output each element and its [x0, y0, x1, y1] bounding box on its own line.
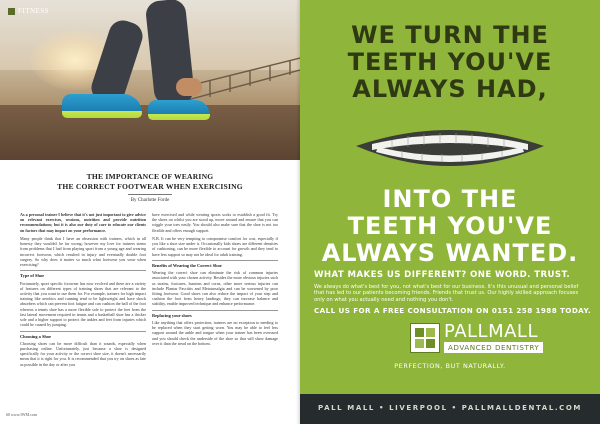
paragraph: N.B. It can be very tempting to compromise comfort for cost, especially if you like a shoe size under it. Occasionally kids shoes are different densities of cushioning, can be more flexible to account for growth and they tend to have less support so may not be ideal for adult training. — [152, 236, 278, 257]
shoe-right — [148, 100, 210, 120]
lead-paragraph: As a personal trainer I believe that it's not just important to give advice on relevant exercises, sessions, nutrition and provide nutrition recommendations; but it is also our duty of care to educate our clients on factors that may impact on your performance. — [20, 212, 146, 233]
pallmall-logo — [410, 323, 543, 353]
page-folio: 60 www.IWM.com — [6, 412, 37, 417]
section-tag — [8, 7, 49, 15]
subheading: Benefits of Wearing the Correct Shoe — [152, 260, 278, 268]
paragraph: Wearing the correct shoe can eliminate the risk of common injuries associated with your chosen activity. Besides the more obvious injuries such as strains, fractures, bunions and corns, other more serious injuries can include Plantar Fasciitis and Metatarsalgia and can be worsened by poor fitting footwear. Good shoes can also reduce the impact of your step and cushion the foot from heavy landings; they can increase balance and stability, enable improved technique and enhance performance. — [152, 270, 278, 307]
paragraph: have exercised and while wearing sports socks to establish a good fit. Try the shoes on whilst you are stood up, move around and ensure that you can wiggle your toes easily. You should also make sure that the shoe is not too flexible and offers enough support. — [152, 212, 278, 233]
paragraph: Fortunately, sport specific footwear has now evolved and there are a variety of features on different types of training shoes that are relevant to the activity that you want to use them for. For example, trainers for high impact training like aerobics and running tend to be lightweight and have shock absorbers which can prevent foot fatigue and can cushion the ball of the foot whereas a tennis shoe has a more flexible sole to protect the feet from the fast lateral movement required in tennis and a basketball shoe has a thicker sole and a higher support to protect the ankles and feet from injuries which could be caused by jumping. — [20, 280, 146, 328]
smile-teeth-icon — [352, 120, 548, 180]
shoe-left — [62, 94, 142, 118]
ad-headline-top: WE TURN THE TEETH YOU'VE ALWAYS HAD, — [347, 21, 553, 103]
brand-name: PALLMALL — [444, 321, 538, 342]
dental-advert — [300, 0, 600, 424]
paragraph: Like anything that offers protection, trainers are no exception to needing to be replaced when they start getting worn. You may be able to feel less support around the ankle and tongue when your trainer has been overused and you should check the underside of the shoe so that will show damage over it than the tread on the bottom. — [152, 320, 278, 346]
running-shoes-photo — [0, 0, 300, 160]
article-column-2 — [152, 212, 278, 349]
ad-call-to-action: CALL US FOR A FREE CONSULTATION ON 0151 258 1988 TODAY. — [314, 306, 591, 315]
ad-footer-text: PALL MALL • LIVERPOOL • PALLMALLDENTAL.COM — [317, 404, 582, 412]
paragraph: Many people think that I have an obsession with trainers, which in all honesty they wouldn't be far wrong; however my love for trainers stems from problems that I had from playing sport from a young age and wearing incorrect footwear, which resulted in injury and eventually double foot surgery. So why does it matter so much what footwear you wear when exercising? — [20, 236, 146, 268]
subheading: Replacing your shoes — [152, 310, 278, 318]
headline-divider — [128, 194, 172, 195]
ad-headline-bottom: INTO THE TEETH YOU'VE ALWAYS WANTED. — [321, 185, 579, 267]
subheading: Choosing a Shoe — [20, 331, 146, 339]
article-headline: THE IMPORTANCE OF WEARING THE CORRECT FOOTWEAR WHEN EXERCISING — [57, 172, 243, 191]
ad-body: We always do what's best for you, not what's best for our business. It's this unusual and personal belief that has led to our patients becoming friends. Friends that trust us. Our highly skilled approach focuses only on what you actually need and nothing you don't. — [314, 284, 579, 303]
ad-slogan: PERFECTION, BUT NATURALLY. — [394, 362, 506, 370]
section-marker-icon — [8, 8, 15, 15]
paragraph: Choosing shoes can be more difficult than it sounds, especially when purchasing online. Unfortunately, just because a shoe is designed specifically for your activity or the correct shoe size, it doesn't necessarily mean that it is right for you. It is recommended that you try on shoes as late as possible in the day or after you — [20, 340, 146, 367]
byline: By Charlotte Forde — [130, 198, 170, 203]
ad-footer-bar — [300, 394, 600, 424]
section-label: FITNESS — [18, 7, 50, 15]
ad-subhead: WHAT MAKES US DIFFERENT? ONE WORD. TRUST. — [314, 270, 571, 280]
brand-subtitle: ADVANCED DENTISTRY — [444, 342, 543, 353]
article-column-1 — [20, 212, 146, 370]
subheading: Type of Shoe — [20, 270, 146, 278]
pallmall-logo-icon — [410, 323, 440, 353]
